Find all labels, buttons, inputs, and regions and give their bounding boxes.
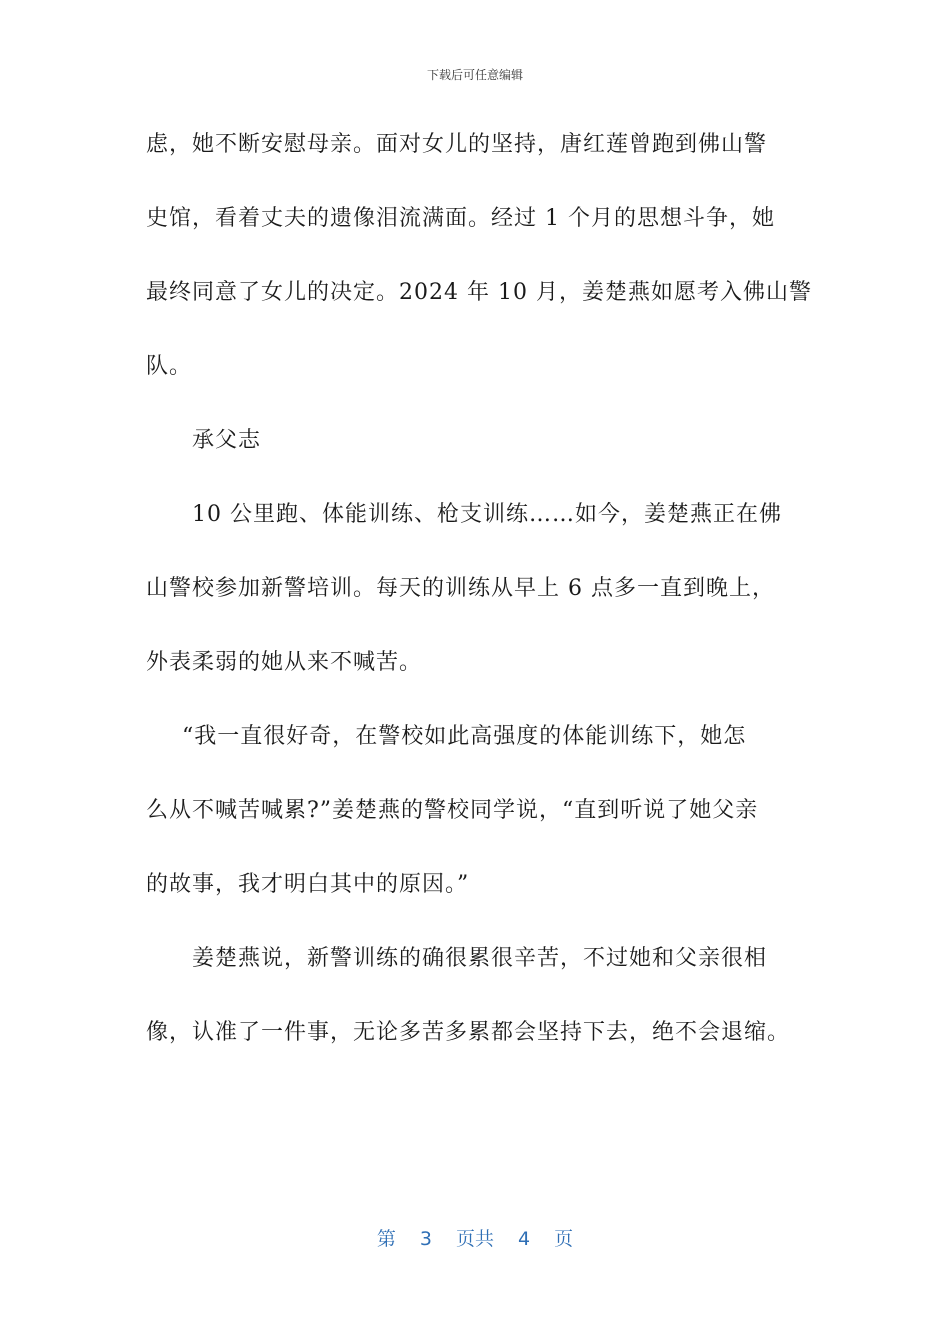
document-body — [146, 122, 812, 1084]
paragraph-line: 史馆，看着丈夫的遗像泪流满面。经过 1 个月的思想斗争，她 — [146, 206, 775, 231]
paragraph-line: 最终同意了女儿的决定。2024 年 10 月，姜楚燕如愿考入佛山警 — [146, 280, 812, 305]
paragraph-line: 么从不喊苦喊累?”姜楚燕的警校同学说，“直到听说了她父亲 — [146, 798, 759, 823]
paragraph-line: 队。 — [146, 354, 193, 379]
page-label-prefix: 第 — [376, 1228, 396, 1250]
paragraph-line: 虑，她不断安慰母亲。面对女儿的坚持，唐红莲曾跑到佛山警 — [146, 132, 768, 157]
paragraph-line: 外表柔弱的她从来不喊苦。 — [146, 650, 423, 675]
paragraph-line: 10 公里跑、体能训练、枪支训练……如今，姜楚燕正在佛 — [192, 502, 782, 527]
page-label-middle: 页共 — [455, 1228, 494, 1250]
page-label-suffix: 页 — [554, 1228, 574, 1250]
paragraph-line: 山警校参加新警培训。每天的训练从早上 6 点多一直到晚上， — [146, 576, 775, 601]
paragraph-line: 的故事，我才明白其中的原因。” — [146, 872, 470, 897]
page-header: 下载后可任意编辑 — [426, 68, 523, 82]
total-pages-number: 4 — [518, 1228, 531, 1250]
section-heading: 承父志 — [192, 428, 262, 453]
paragraph-line: “我一直很好奇，在警校如此高强度的体能训练下，她怎 — [182, 724, 747, 749]
paragraph-line: 姜楚燕说，新警训练的确很累很辛苦，不过她和父亲很相 — [192, 946, 768, 971]
current-page-number: 3 — [419, 1228, 432, 1250]
page-footer — [0, 1224, 950, 1251]
paragraph-line: 像，认准了一件事，无论多苦多累都会坚持下去，绝不会退缩。 — [146, 1020, 791, 1045]
